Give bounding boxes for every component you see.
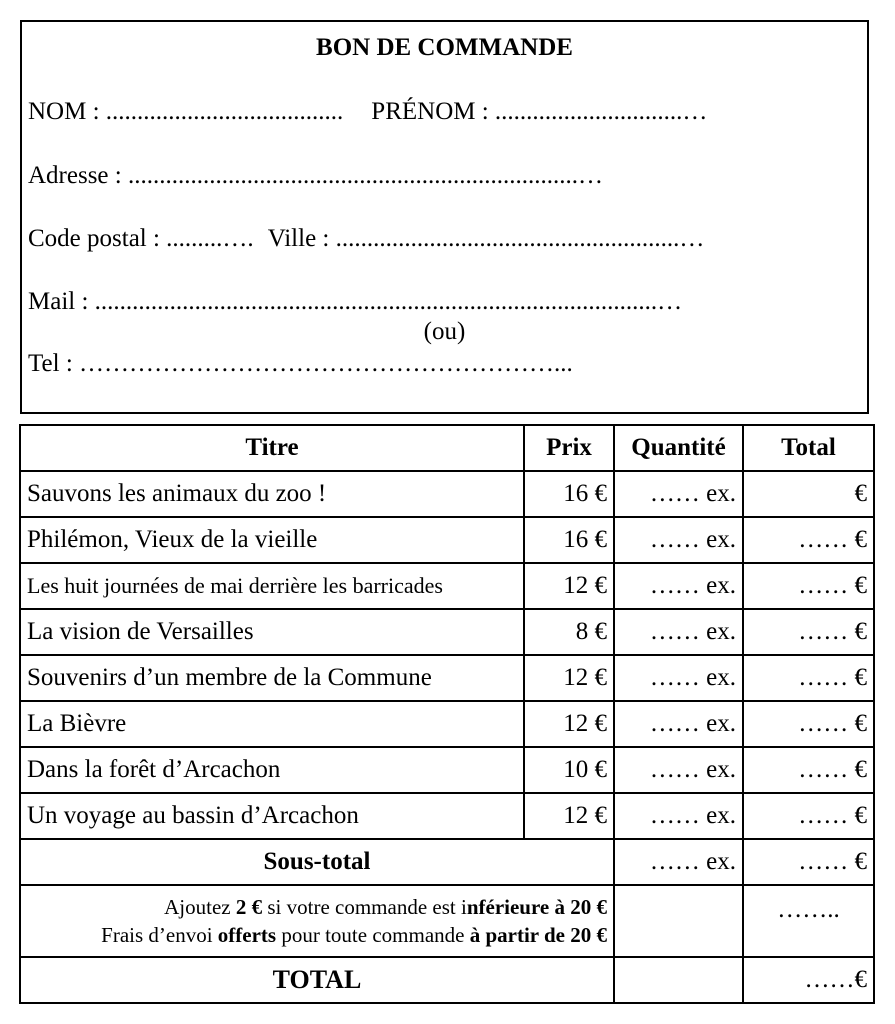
row-total[interactable]: …… € [743, 517, 874, 563]
row-total[interactable]: …… € [743, 793, 874, 839]
table-row [20, 563, 874, 609]
city-line[interactable] [28, 225, 704, 253]
or-label: (ou) [423, 318, 466, 345]
row-price: 10 € [524, 747, 614, 793]
subtotal-quantity[interactable]: …… ex. [614, 839, 743, 885]
table-row [20, 701, 874, 747]
row-price: 12 € [524, 563, 614, 609]
row-price: 12 € [524, 701, 614, 747]
row-quantity[interactable]: …… ex. [614, 701, 743, 747]
shipping-row [20, 885, 874, 957]
subtotal-row [20, 839, 874, 885]
row-title: La vision de Versailles [20, 609, 524, 655]
grand-total-value[interactable]: ……€ [743, 957, 874, 1003]
row-title: Sauvons les animaux du zoo ! [20, 471, 524, 517]
name-line[interactable] [28, 98, 707, 126]
order-form-header [20, 20, 869, 414]
row-price: 12 € [524, 793, 614, 839]
row-quantity[interactable]: …… ex. [614, 471, 743, 517]
header-prix: Prix [524, 425, 614, 471]
row-quantity[interactable]: …… ex. [614, 563, 743, 609]
shipping-line-1: Ajoutez 2 € si votre commande est inférieure à 20 € [164, 895, 607, 919]
row-total[interactable]: …… € [743, 701, 874, 747]
row-quantity[interactable]: …… ex. [614, 747, 743, 793]
shipping-note [20, 885, 614, 957]
row-total[interactable]: …… € [743, 655, 874, 701]
form-title: BON DE COMMANDE [316, 34, 573, 61]
table-row [20, 655, 874, 701]
shipping-line-2: Frais d’envoi offerts pour toute commande à partir de 20 € [101, 923, 607, 947]
row-title: Dans la forêt d’Arcachon [20, 747, 524, 793]
tel-field[interactable]: Tel : …………………………………………………... [28, 350, 573, 377]
row-total[interactable]: …… € [743, 747, 874, 793]
row-quantity[interactable]: …… ex. [614, 793, 743, 839]
row-quantity[interactable]: …… ex. [614, 517, 743, 563]
grand-total-label: TOTAL [20, 957, 614, 1003]
order-table [19, 424, 875, 1004]
row-quantity[interactable]: …… ex. [614, 655, 743, 701]
nom-field[interactable]: NOM : ...................................... [28, 98, 344, 125]
header-quantite: Quantité [614, 425, 743, 471]
table-row [20, 471, 874, 517]
grand-total-row [20, 957, 874, 1003]
row-title: Souvenirs d’un membre de la Commune [20, 655, 524, 701]
code-postal-field[interactable]: Code postal : .........…. [28, 225, 254, 252]
row-quantity[interactable]: …… ex. [614, 609, 743, 655]
shipping-total[interactable]: …….. [743, 885, 874, 957]
mail-field[interactable]: Mail : ..........................................................................................… [28, 288, 683, 315]
row-price: 8 € [524, 609, 614, 655]
row-total[interactable]: € [743, 471, 874, 517]
adresse-field[interactable]: Adresse : ........................................................................… [28, 162, 603, 189]
row-total[interactable]: …… € [743, 609, 874, 655]
row-total[interactable]: …… € [743, 563, 874, 609]
shipping-quantity-empty [614, 885, 743, 957]
row-price: 16 € [524, 517, 614, 563]
grand-total-quantity-empty [614, 957, 743, 1003]
row-title: Philémon, Vieux de la vieille [20, 517, 524, 563]
subtotal-label: Sous-total [20, 839, 614, 885]
row-title: Les huit journées de mai derrière les barricades [20, 563, 524, 609]
subtotal-total[interactable]: …… € [743, 839, 874, 885]
table-row [20, 793, 874, 839]
row-title: Un voyage au bassin d’Arcachon [20, 793, 524, 839]
table-row [20, 517, 874, 563]
row-price: 16 € [524, 471, 614, 517]
table-row [20, 609, 874, 655]
row-title: La Bièvre [20, 701, 524, 747]
table-row [20, 747, 874, 793]
table-header-row [20, 425, 874, 471]
ville-field[interactable]: Ville : .......................................................… [267, 225, 705, 252]
header-total: Total [743, 425, 874, 471]
prenom-field[interactable]: PRÉNOM : ..............................… [371, 98, 708, 125]
header-titre: Titre [20, 425, 524, 471]
row-price: 12 € [524, 655, 614, 701]
